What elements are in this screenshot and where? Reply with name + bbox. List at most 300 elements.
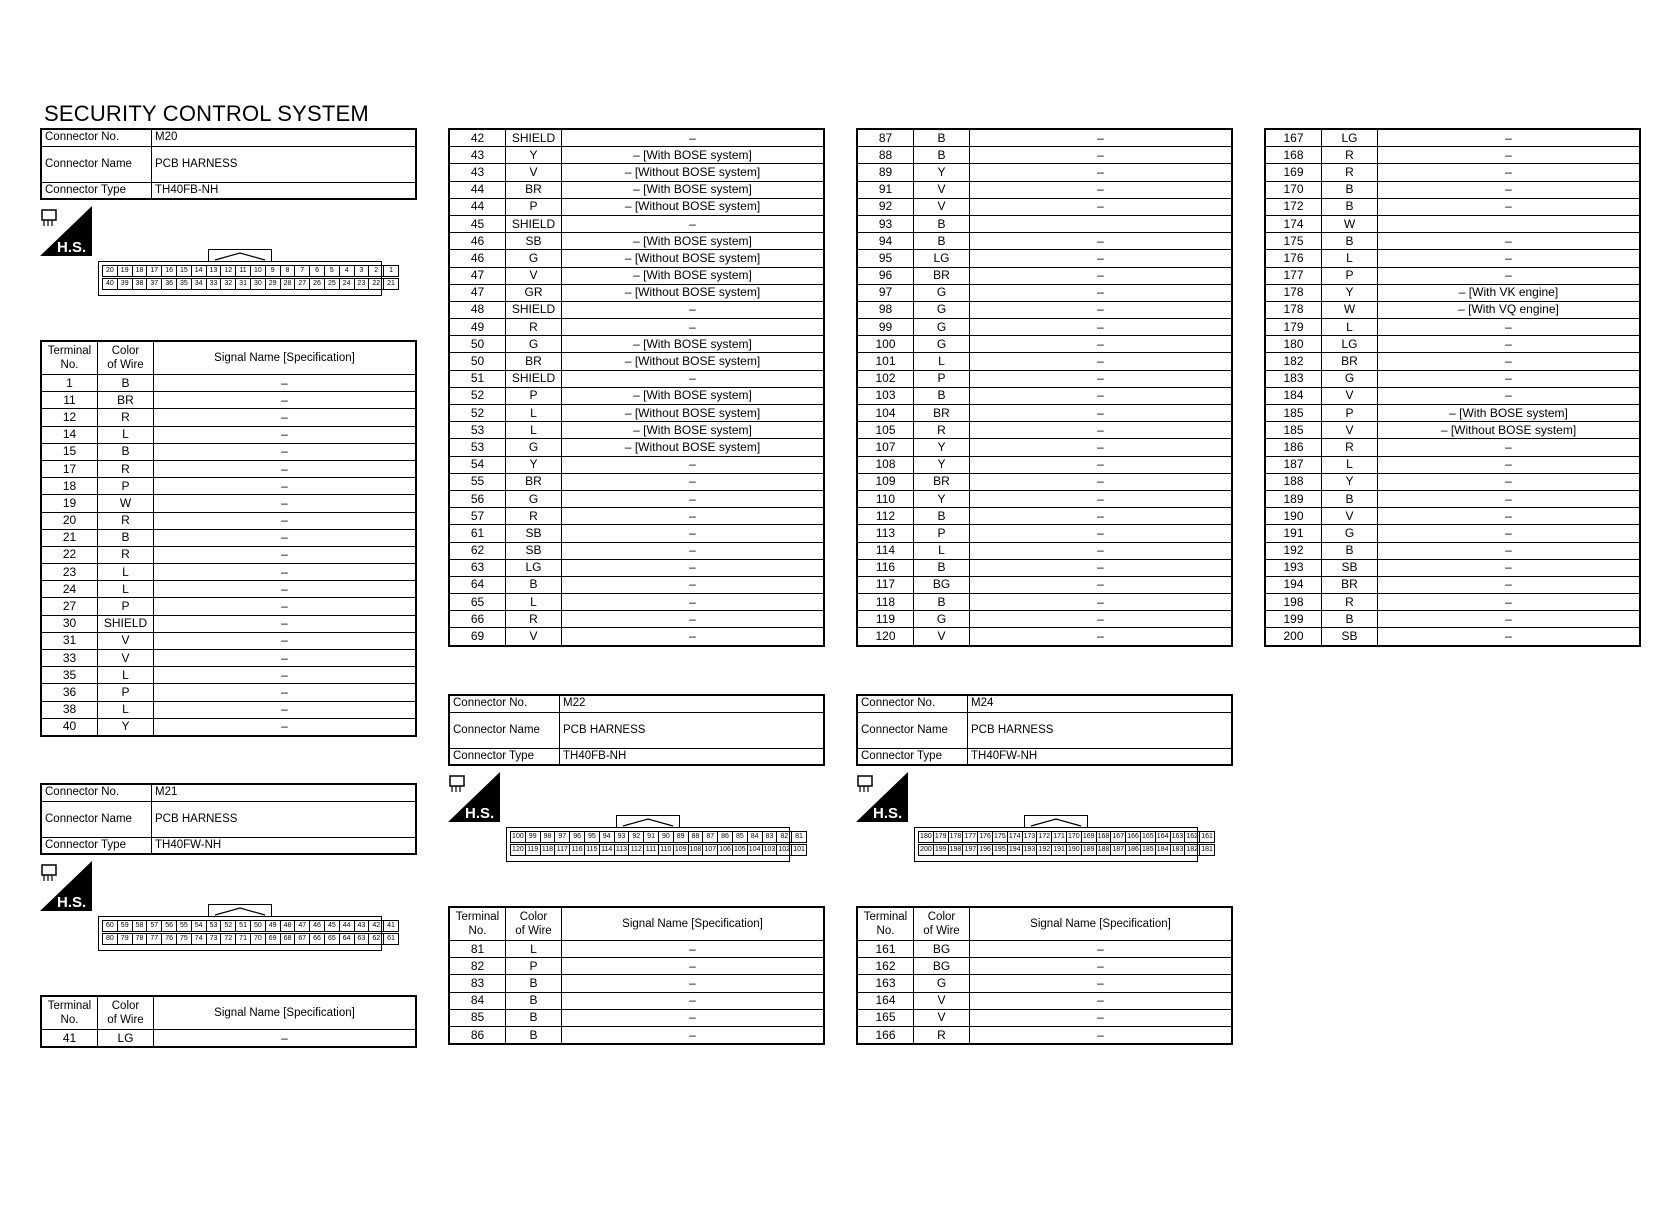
- terminal-no-cell: 44: [449, 181, 506, 198]
- wire-color-cell: W: [98, 495, 154, 512]
- signal-name-cell: –: [970, 594, 1233, 611]
- table-row: [449, 301, 824, 318]
- terminal-no-cell: 47: [449, 284, 506, 301]
- connector-pin: 18: [132, 265, 148, 277]
- signal-name-cell: –: [562, 628, 825, 646]
- terminal-no-cell: 118: [857, 594, 914, 611]
- wire-color-cell: R: [1322, 439, 1378, 456]
- connector-pin: 79: [117, 933, 133, 945]
- connector-name-label: Connector Name: [449, 712, 560, 748]
- connector-pin: 73: [206, 933, 222, 945]
- connector-pin: 28: [280, 278, 296, 290]
- wire-color-cell: SB: [506, 542, 562, 559]
- connector-pin: 11: [235, 265, 251, 277]
- connector-pin: 118: [540, 844, 556, 856]
- terminal-no-cell: 107: [857, 439, 914, 456]
- wire-color-cell: G: [914, 975, 970, 992]
- connector-pin: 4: [339, 265, 355, 277]
- signal-name-cell: –: [970, 147, 1233, 164]
- table-row: [449, 525, 824, 542]
- connector-pin: 32: [220, 278, 236, 290]
- table-row: [449, 1026, 824, 1044]
- connector-pin: 181: [1199, 844, 1215, 856]
- wire-color-cell: R: [98, 512, 154, 529]
- connector-pin: 195: [992, 844, 1008, 856]
- wire-color-cell: GR: [506, 284, 562, 301]
- connector-name-value: PCB HARNESS: [152, 146, 417, 182]
- wire-color-cell: SB: [1322, 559, 1378, 576]
- table-row: [449, 405, 824, 422]
- connector-pin: 49: [265, 920, 281, 932]
- terminal-no-cell: 61: [449, 525, 506, 542]
- signal-name-cell: –: [970, 370, 1233, 387]
- signal-name-cell: –: [154, 718, 417, 736]
- table-row: [449, 129, 824, 147]
- wire-color-cell: L: [98, 581, 154, 598]
- terminal-table-m24-continued: [1264, 128, 1641, 647]
- signal-name-cell: –: [1378, 336, 1641, 353]
- terminal-table-m24: [856, 906, 1233, 1045]
- wire-color-cell: Y: [914, 456, 970, 473]
- connector-pin: 78: [132, 933, 148, 945]
- connector-pin: 182: [1184, 844, 1200, 856]
- signal-name-cell: –: [970, 525, 1233, 542]
- wire-color-cell: P: [914, 525, 970, 542]
- wire-color-cell: B: [914, 233, 970, 250]
- wire-color-cell: SHIELD: [506, 129, 562, 147]
- wire-color-cell: B: [914, 147, 970, 164]
- table-row: [857, 164, 1232, 181]
- connector-pin: 39: [117, 278, 133, 290]
- connector-pin: 164: [1155, 831, 1171, 843]
- table-row: [41, 598, 416, 615]
- terminal-no-cell: 81: [449, 941, 506, 958]
- wire-color-cell: G: [1322, 525, 1378, 542]
- connector-type-label: Connector Type: [41, 182, 152, 199]
- table-row: [857, 422, 1232, 439]
- connector-no-label: Connector No.: [449, 695, 560, 712]
- connector-pin: 53: [206, 920, 222, 932]
- terminal-no-cell: 104: [857, 405, 914, 422]
- signal-name-cell: –: [970, 387, 1233, 404]
- connector-pin: 109: [673, 844, 689, 856]
- signal-name-cell: –: [562, 594, 825, 611]
- connector-pin: 44: [339, 920, 355, 932]
- table-row: [41, 718, 416, 736]
- signal-name-cell: –: [970, 198, 1233, 215]
- wire-color-cell: B: [914, 387, 970, 404]
- terminal-no-cell: 166: [857, 1026, 914, 1044]
- connector-pin: 65: [324, 933, 340, 945]
- table-row: [1265, 490, 1640, 507]
- terminal-no-cell: 46: [449, 233, 506, 250]
- connector-pin: 114: [599, 844, 615, 856]
- terminal-no-cell: 85: [449, 1009, 506, 1026]
- signal-name-header: Signal Name [Specification]: [154, 996, 417, 1030]
- terminal-no-cell: 97: [857, 284, 914, 301]
- terminal-no-cell: 98: [857, 301, 914, 318]
- signal-name-cell: –: [970, 611, 1233, 628]
- signal-name-cell: –: [970, 319, 1233, 336]
- wire-color-cell: BR: [506, 181, 562, 198]
- terminal-no-cell: 21: [41, 529, 98, 546]
- terminal-no-cell: 174: [1265, 215, 1322, 232]
- terminal-table-m21-continued: [448, 128, 825, 647]
- wire-color-cell: SHIELD: [506, 370, 562, 387]
- table-row: [449, 490, 824, 507]
- terminal-no-header: Terminal No.: [41, 341, 98, 375]
- wire-color-cell: P: [914, 370, 970, 387]
- connector-type-label: Connector Type: [41, 837, 152, 854]
- connector-pin: 102: [776, 844, 792, 856]
- terminal-no-cell: 66: [449, 611, 506, 628]
- connector-pin: 41: [383, 920, 399, 932]
- connector-name-value: PCB HARNESS: [152, 801, 417, 837]
- signal-name-cell: –: [562, 129, 825, 147]
- terminal-no-cell: 192: [1265, 542, 1322, 559]
- table-row: [857, 370, 1232, 387]
- table-row: [1265, 422, 1640, 439]
- table-row: [41, 1030, 416, 1048]
- table-row: [449, 508, 824, 525]
- signal-name-cell: –: [562, 456, 825, 473]
- connector-no-label: Connector No.: [41, 784, 152, 801]
- wire-color-cell: P: [506, 387, 562, 404]
- signal-name-cell: –: [1378, 319, 1641, 336]
- wire-color-cell: L: [98, 564, 154, 581]
- signal-name-cell: –: [1378, 250, 1641, 267]
- terminal-no-cell: 183: [1265, 370, 1322, 387]
- table-row: [1265, 387, 1640, 404]
- connector-pin: 183: [1170, 844, 1186, 856]
- table-row: [1265, 301, 1640, 318]
- signal-name-cell: –: [154, 564, 417, 581]
- terminal-no-cell: 53: [449, 439, 506, 456]
- signal-name-cell: –: [970, 576, 1233, 593]
- table-row: [857, 387, 1232, 404]
- signal-name-cell: –: [562, 611, 825, 628]
- table-row: [449, 181, 824, 198]
- terminal-no-cell: 119: [857, 611, 914, 628]
- signal-name-header: Signal Name [Specification]: [154, 341, 417, 375]
- hs-label: H.S.: [57, 894, 87, 911]
- signal-name-cell: –: [562, 319, 825, 336]
- connector-pin: 72: [220, 933, 236, 945]
- table-row: [41, 684, 416, 701]
- connector-pin: 54: [191, 920, 207, 932]
- wire-color-cell: L: [914, 353, 970, 370]
- connector-pin: 95: [584, 831, 600, 843]
- wire-color-cell: L: [98, 667, 154, 684]
- signal-name-cell: –: [1378, 387, 1641, 404]
- connector-pin: 80: [102, 933, 118, 945]
- wire-color-cell: R: [1322, 164, 1378, 181]
- signal-name-cell: –: [154, 650, 417, 667]
- connector-pin: 21: [383, 278, 399, 290]
- table-row: [449, 975, 824, 992]
- wire-color-cell: G: [914, 301, 970, 318]
- terminal-no-cell: 48: [449, 301, 506, 318]
- wire-color-cell: R: [506, 611, 562, 628]
- wire-color-cell: V: [98, 632, 154, 649]
- terminal-no-cell: 86: [449, 1026, 506, 1044]
- terminal-no-cell: 99: [857, 319, 914, 336]
- terminal-no-cell: 185: [1265, 405, 1322, 422]
- connector-pin: 33: [206, 278, 222, 290]
- signal-name-cell: – [With BOSE system]: [562, 147, 825, 164]
- connector-pin: 161: [1199, 831, 1215, 843]
- table-row: [857, 473, 1232, 490]
- table-row: [1265, 198, 1640, 215]
- table-row: [41, 426, 416, 443]
- terminal-no-cell: 92: [857, 198, 914, 215]
- table-row: [449, 576, 824, 593]
- connector-pin: 30: [250, 278, 266, 290]
- connector-pin: 52: [220, 920, 236, 932]
- connector-pin: 116: [569, 844, 585, 856]
- connector-diagram-m24: [914, 815, 1213, 863]
- signal-name-cell: –: [154, 443, 417, 460]
- signal-name-cell: –: [1378, 508, 1641, 525]
- signal-name-cell: –: [1378, 233, 1641, 250]
- terminal-no-cell: 20: [41, 512, 98, 529]
- signal-name-cell: – [Without BOSE system]: [562, 250, 825, 267]
- table-row: [857, 215, 1232, 232]
- table-row: [1265, 233, 1640, 250]
- connector-body: [506, 827, 805, 862]
- hs-label: H.S.: [57, 239, 87, 256]
- connector-body: [98, 916, 395, 951]
- signal-name-cell: [1378, 215, 1641, 232]
- table-row: [41, 632, 416, 649]
- terminal-no-cell: 22: [41, 546, 98, 563]
- connector-pin: 20: [102, 265, 118, 277]
- connector-pin: 19: [117, 265, 133, 277]
- table-header-row: [41, 341, 416, 375]
- wire-color-cell: B: [506, 1026, 562, 1044]
- terminal-no-cell: 54: [449, 456, 506, 473]
- wire-color-cell: V: [1322, 422, 1378, 439]
- table-row: [449, 439, 824, 456]
- signal-name-cell: –: [154, 615, 417, 632]
- connector-type-value: TH40FB-NH: [152, 182, 417, 199]
- table-row: [1265, 508, 1640, 525]
- table-row: [1265, 215, 1640, 232]
- page-title: SECURITY CONTROL SYSTEM: [44, 101, 369, 126]
- connector-no-value: M24: [968, 695, 1233, 712]
- signal-name-cell: –: [154, 409, 417, 426]
- wire-color-cell: V: [1322, 387, 1378, 404]
- connector-pin: 86: [717, 831, 733, 843]
- connector-pin: 190: [1066, 844, 1082, 856]
- terminal-table-m22: [448, 906, 825, 1045]
- connector-pin: 77: [146, 933, 162, 945]
- connector-pin: 36: [161, 278, 177, 290]
- connector-name-value: PCB HARNESS: [560, 712, 825, 748]
- wire-color-cell: L: [1322, 456, 1378, 473]
- terminal-no-cell: 17: [41, 460, 98, 477]
- signal-name-cell: –: [1378, 267, 1641, 284]
- signal-name-cell: – [Without BOSE system]: [562, 353, 825, 370]
- wire-color-cell: R: [914, 1026, 970, 1044]
- connector-info-m22: [448, 694, 825, 766]
- table-row: [857, 542, 1232, 559]
- wire-color-cell: B: [1322, 181, 1378, 198]
- terminal-no-cell: 200: [1265, 628, 1322, 646]
- signal-name-cell: –: [154, 478, 417, 495]
- table-row: [449, 215, 824, 232]
- signal-name-cell: –: [562, 215, 825, 232]
- table-row: [1265, 594, 1640, 611]
- terminal-no-header: Terminal No.: [857, 907, 914, 941]
- terminal-no-cell: 100: [857, 336, 914, 353]
- signal-name-cell: –: [1378, 594, 1641, 611]
- terminal-no-cell: 185: [1265, 422, 1322, 439]
- connector-pin: 89: [673, 831, 689, 843]
- connector-pin: 16: [161, 265, 177, 277]
- signal-name-cell: –: [970, 958, 1233, 975]
- table-row: [857, 611, 1232, 628]
- connector-pin: 117: [554, 844, 570, 856]
- signal-name-header: Signal Name [Specification]: [970, 907, 1233, 941]
- signal-name-cell: – [With BOSE system]: [1378, 405, 1641, 422]
- wire-color-cell: BR: [98, 392, 154, 409]
- signal-name-cell: –: [970, 542, 1233, 559]
- signal-name-cell: –: [970, 992, 1233, 1009]
- wire-color-cell: B: [98, 529, 154, 546]
- table-row: [41, 667, 416, 684]
- connector-pin: 168: [1096, 831, 1112, 843]
- connector-pin: 81: [791, 831, 807, 843]
- wire-color-cell: R: [1322, 147, 1378, 164]
- terminal-no-cell: 162: [857, 958, 914, 975]
- terminal-no-cell: 33: [41, 650, 98, 667]
- terminal-no-cell: 50: [449, 353, 506, 370]
- hs-icon: [448, 772, 500, 822]
- connector-pin: 185: [1140, 844, 1156, 856]
- terminal-no-cell: 55: [449, 473, 506, 490]
- terminal-no-cell: 102: [857, 370, 914, 387]
- signal-name-cell: – [With BOSE system]: [562, 267, 825, 284]
- connector-pin: 105: [732, 844, 748, 856]
- wire-color-cell: Y: [506, 147, 562, 164]
- wire-color-cell: B: [98, 443, 154, 460]
- connector-pin: 173: [1022, 831, 1038, 843]
- table-row: [857, 439, 1232, 456]
- signal-name-cell: –: [970, 250, 1233, 267]
- connector-name-label: Connector Name: [41, 146, 152, 182]
- terminal-no-cell: 116: [857, 559, 914, 576]
- connector-pin: 106: [717, 844, 733, 856]
- table-row: [41, 392, 416, 409]
- table-row: [449, 422, 824, 439]
- signal-name-cell: – [With VQ engine]: [1378, 301, 1641, 318]
- wire-color-cell: L: [98, 426, 154, 443]
- terminal-no-cell: 64: [449, 576, 506, 593]
- connector-pin: 120: [510, 844, 526, 856]
- terminal-no-cell: 189: [1265, 490, 1322, 507]
- connector-pin: 107: [702, 844, 718, 856]
- terminal-no-cell: 198: [1265, 594, 1322, 611]
- connector-no-label: Connector No.: [857, 695, 968, 712]
- signal-name-cell: –: [154, 581, 417, 598]
- terminal-no-cell: 112: [857, 508, 914, 525]
- wire-color-cell: R: [914, 422, 970, 439]
- table-row: [857, 319, 1232, 336]
- terminal-no-cell: 50: [449, 336, 506, 353]
- connector-pin: 10: [250, 265, 266, 277]
- connector-pin: 169: [1081, 831, 1097, 843]
- wire-color-cell: LG: [914, 250, 970, 267]
- table-header-row: [449, 907, 824, 941]
- terminal-no-cell: 53: [449, 422, 506, 439]
- signal-name-cell: – [With BOSE system]: [562, 181, 825, 198]
- connector-pin: 8: [280, 265, 296, 277]
- connector-no-value: M20: [152, 129, 417, 146]
- signal-name-cell: –: [562, 559, 825, 576]
- terminal-no-cell: 117: [857, 576, 914, 593]
- connector-pin: 22: [368, 278, 384, 290]
- terminal-no-cell: 94: [857, 233, 914, 250]
- signal-name-cell: – [Without BOSE system]: [562, 284, 825, 301]
- wire-color-cell: SB: [506, 233, 562, 250]
- signal-name-cell: –: [562, 301, 825, 318]
- connector-pin: 68: [280, 933, 296, 945]
- table-row: [857, 267, 1232, 284]
- wire-color-cell: V: [914, 181, 970, 198]
- table-row: [41, 546, 416, 563]
- wire-color-cell: W: [1322, 215, 1378, 232]
- table-row: [41, 564, 416, 581]
- connector-pin: 6: [309, 265, 325, 277]
- connector-pin: 100: [510, 831, 526, 843]
- connector-pin: 115: [584, 844, 600, 856]
- signal-name-cell: –: [562, 1026, 825, 1044]
- table-row: [1265, 542, 1640, 559]
- wire-color-cell: BR: [914, 473, 970, 490]
- connector-pin: 82: [776, 831, 792, 843]
- terminal-no-cell: 87: [857, 129, 914, 147]
- connector-pin: 193: [1022, 844, 1038, 856]
- connector-pin: 163: [1170, 831, 1186, 843]
- connector-pin: 29: [265, 278, 281, 290]
- terminal-no-cell: 15: [41, 443, 98, 460]
- wire-color-cell: G: [914, 284, 970, 301]
- terminal-no-cell: 62: [449, 542, 506, 559]
- connector-pin: 170: [1066, 831, 1082, 843]
- signal-name-cell: –: [562, 992, 825, 1009]
- wire-color-cell: B: [506, 992, 562, 1009]
- table-row: [857, 490, 1232, 507]
- terminal-no-cell: 169: [1265, 164, 1322, 181]
- terminal-no-cell: 95: [857, 250, 914, 267]
- connector-pin: 3: [354, 265, 370, 277]
- connector-pin: 97: [554, 831, 570, 843]
- signal-name-cell: –: [970, 405, 1233, 422]
- wire-color-cell: G: [506, 490, 562, 507]
- signal-name-cell: –: [1378, 439, 1641, 456]
- wire-color-cell: P: [1322, 405, 1378, 422]
- terminal-no-cell: 36: [41, 684, 98, 701]
- connector-pin: 1: [383, 265, 399, 277]
- terminal-no-cell: 52: [449, 387, 506, 404]
- terminal-no-cell: 57: [449, 508, 506, 525]
- connector-pin: 176: [977, 831, 993, 843]
- table-row: [857, 508, 1232, 525]
- terminal-table-m20: [40, 340, 417, 737]
- signal-name-cell: –: [154, 632, 417, 649]
- wire-color-cell: B: [1322, 611, 1378, 628]
